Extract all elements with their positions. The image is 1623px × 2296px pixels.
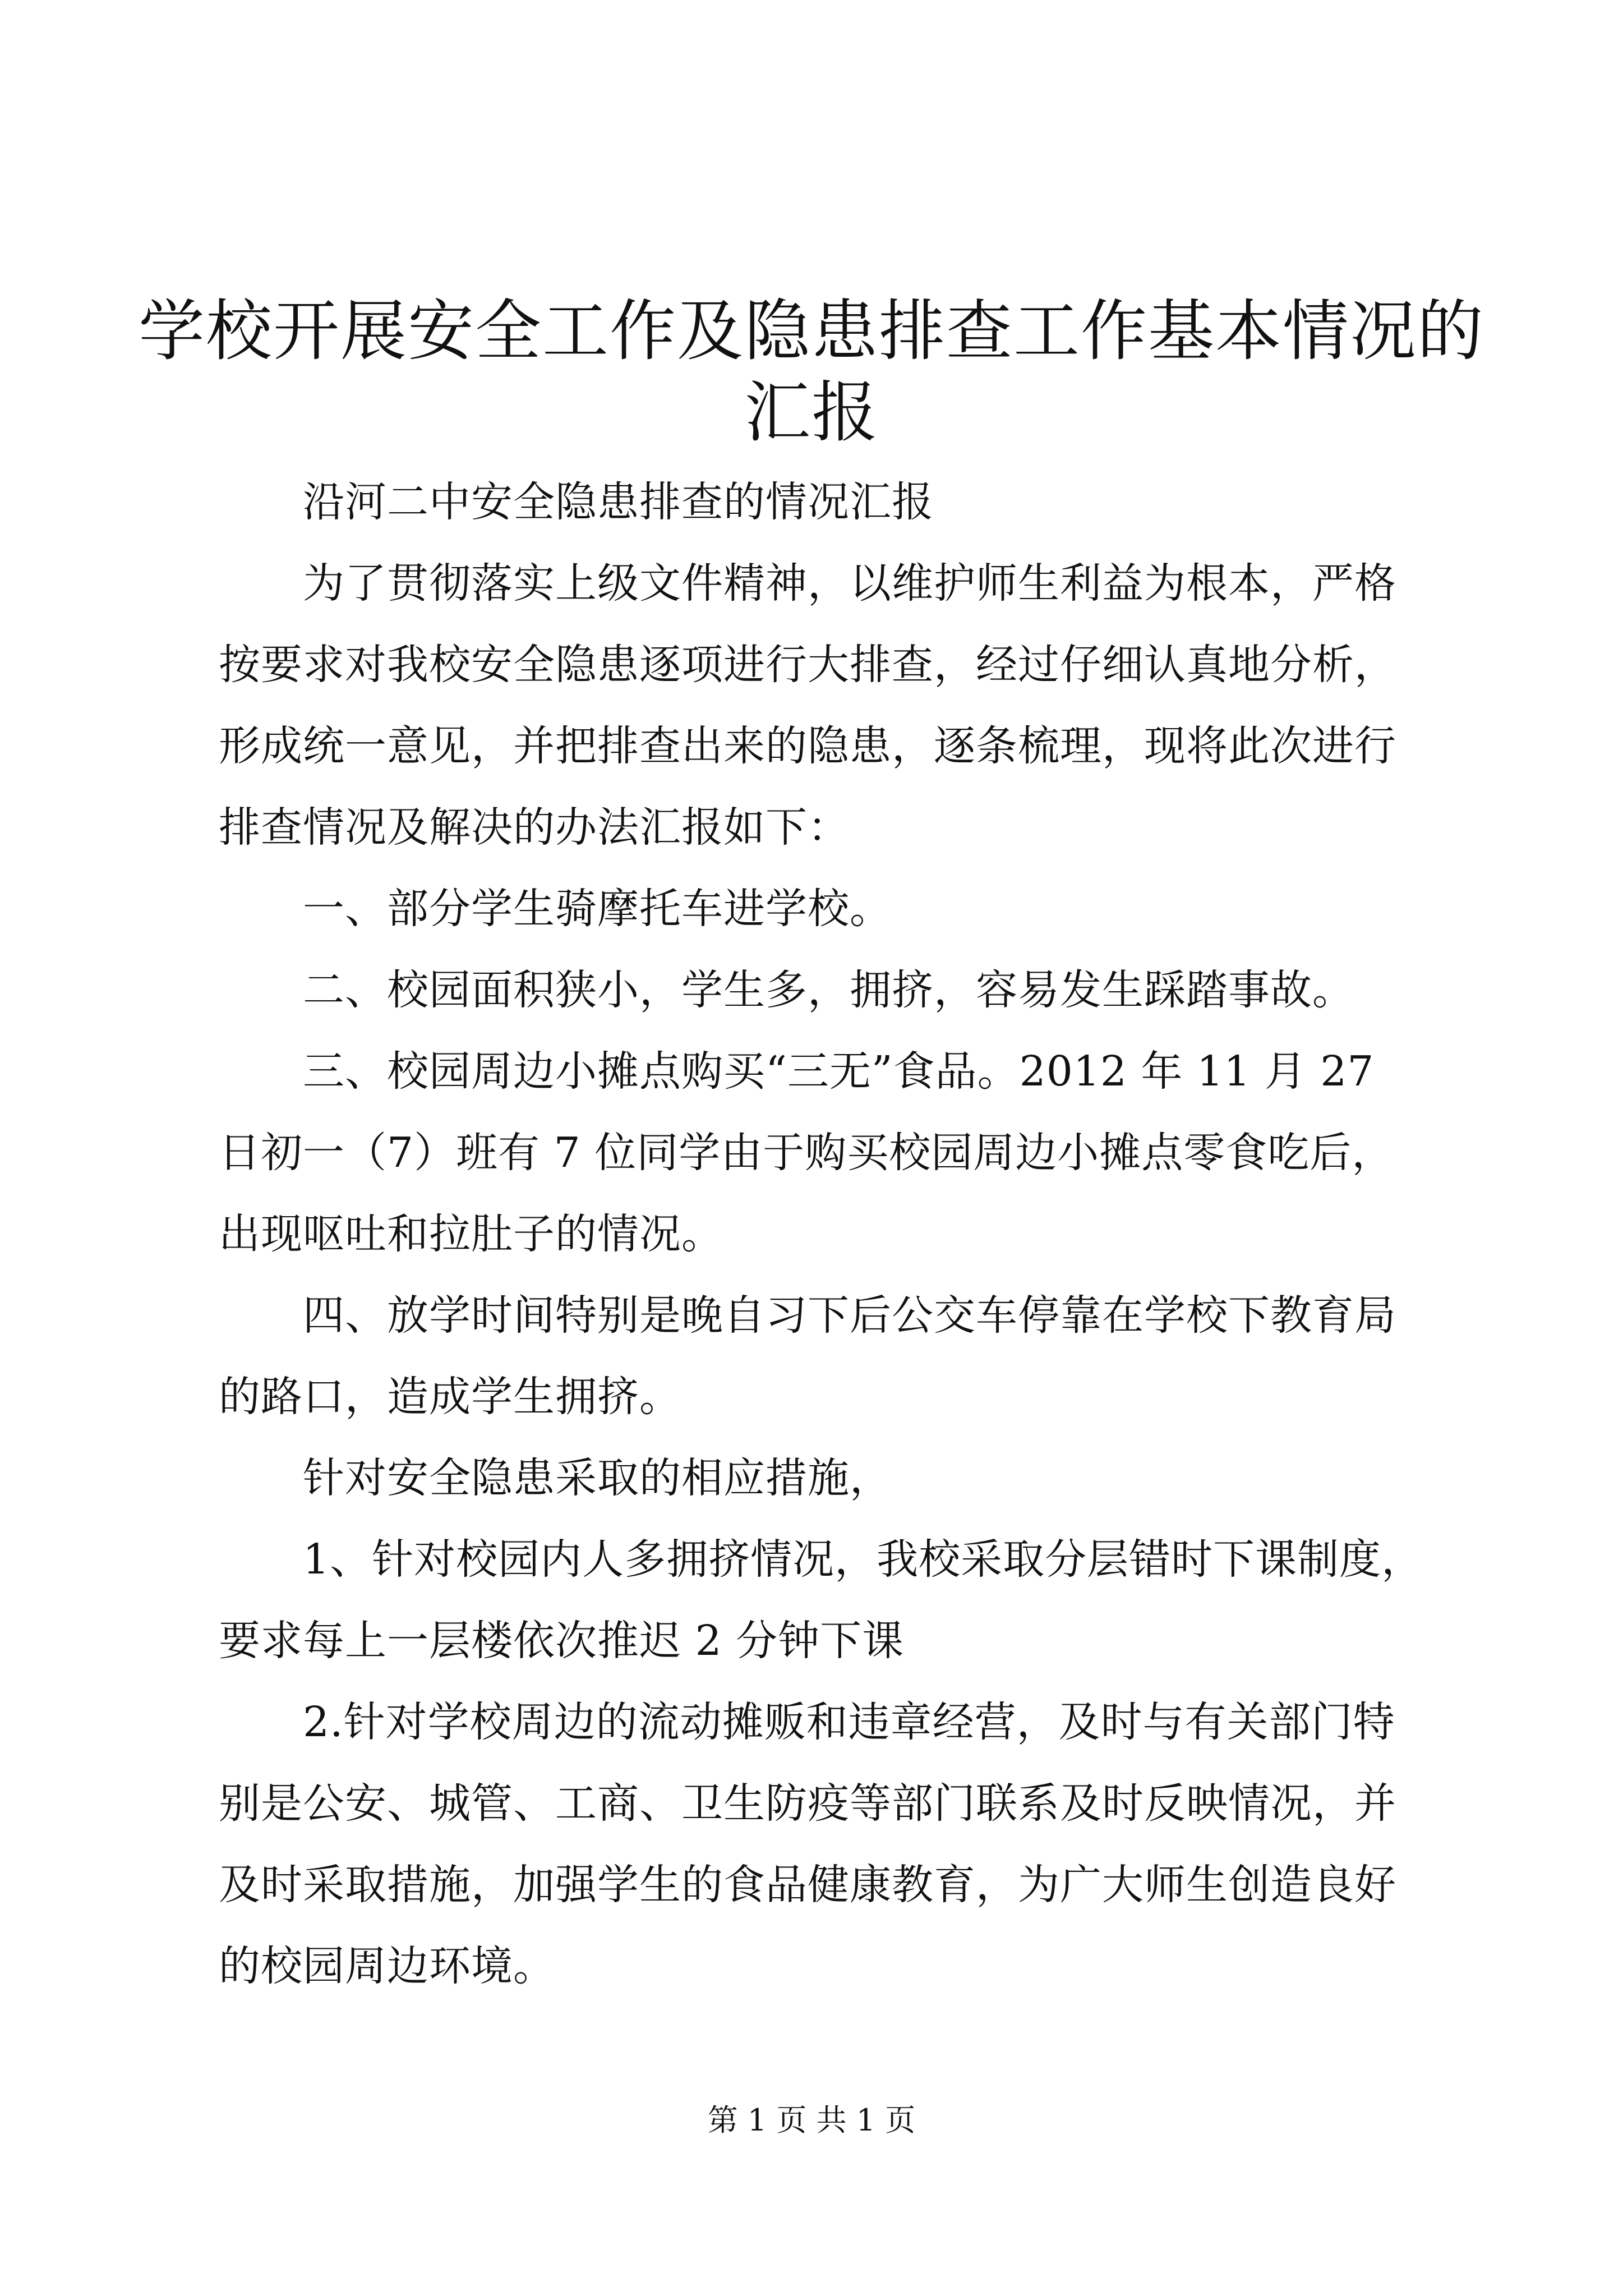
body-line: 排查情况及解决的办法汇报如下： [219,803,850,852]
body-line: 要求每上一层楼依次推迟 2 分钟下课 [219,1617,905,1665]
body-line: 的校园周边环境。 [219,1942,555,1990]
body-line: 沿河二中安全隐患排查的情况汇报 [303,478,934,526]
page-number-footer: 第 1 页 共 1 页 [707,2102,916,2138]
body-line: 四、放学时间特别是晚自习下后公交车停靠在学校下教育局 [303,1291,1396,1340]
body-line: 二、校园面积狭小，学生多，拥挤，容易发生踩踏事故。 [303,966,1354,1014]
body-line: 1、针对校园内人多拥挤情况，我校采取分层错时下课制度， [303,1535,1424,1584]
body-line: 日初一（7）班有 7 位同学由于购买校园周边小摊点零食吃后， [219,1129,1394,1177]
body-line: 形成统一意见，并把排查出来的隐患，逐条梳理，现将此次进行 [219,722,1396,770]
body-line: 及时采取措施，加强学生的食品健康教育，为广大师生创造良好 [219,1861,1396,1909]
body-line: 的路口，造成学生拥挤。 [219,1373,681,1421]
body-line: 出现呕吐和拉肚子的情况。 [219,1210,723,1258]
body-line: 三、校园周边小摊点购买“三无”食品。2012 年 11 月 27 [303,1047,1375,1096]
body-line: 一、部分学生骑摩托车进学校。 [303,885,892,933]
body-line: 针对安全隐患采取的相应措施， [303,1454,892,1502]
body-line: 为了贯彻落实上级文件精神，以维护师生利益为根本，严格 [303,559,1396,608]
document-title-line-2: 汇报 [744,374,879,451]
body-line: 2.针对学校周边的流动摊贩和违章经营，及时与有关部门特 [303,1698,1395,1746]
document-title-line-1: 学校开展安全工作及隐患排查工作基本情况的 [138,292,1484,370]
body-line: 别是公安、城管、工商、卫生防疫等部门联系及时反映情况，并 [219,1779,1396,1828]
body-line: 按要求对我校安全隐患逐项进行大排查，经过仔细认真地分析， [219,641,1396,689]
